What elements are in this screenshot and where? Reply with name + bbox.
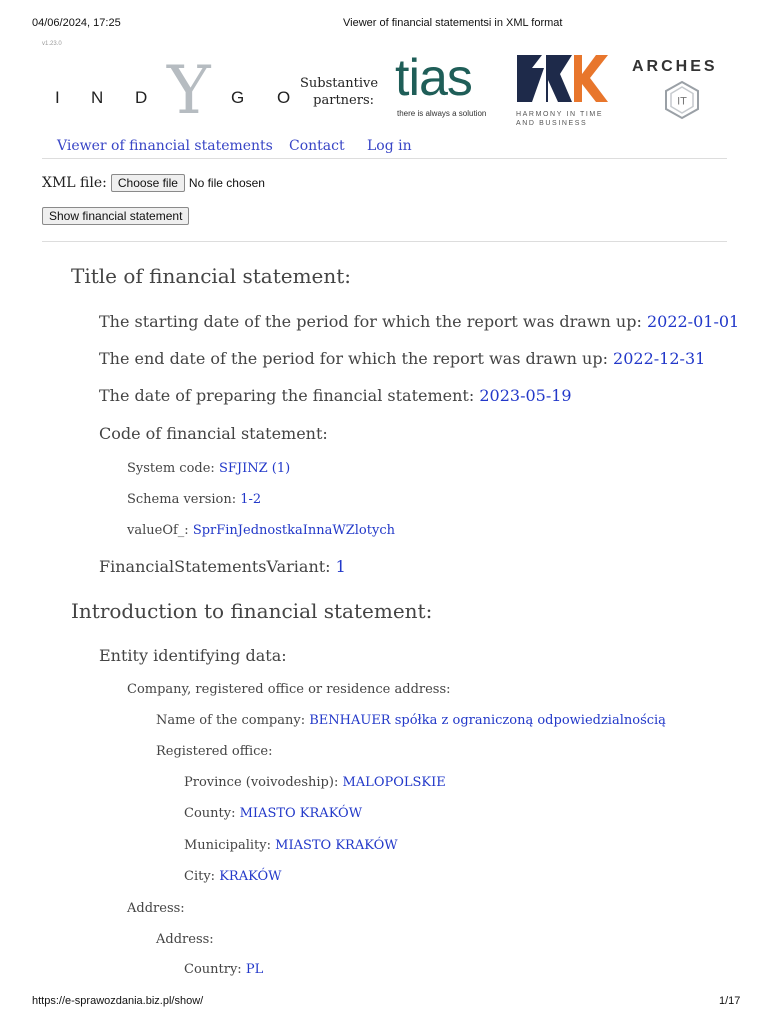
xml-file-label: XML file: xyxy=(42,175,107,191)
show-statement-button[interactable]: Show financial statement xyxy=(42,207,189,225)
county-row xyxy=(184,806,362,821)
start-date-value: 2022-01-01 xyxy=(646,312,740,331)
logo-letter: D xyxy=(135,88,149,107)
brk-tagline xyxy=(516,110,603,128)
system-code-row xyxy=(127,461,290,476)
country-row xyxy=(184,962,263,977)
prep-date-value: 2023-05-19 xyxy=(479,386,572,405)
schema-version-row xyxy=(127,492,261,507)
company-name-row xyxy=(156,713,666,728)
code-heading: Code of financial statement: xyxy=(99,424,328,443)
system-code-value: SFJINZ (1) xyxy=(218,461,291,476)
tias-logo[interactable] xyxy=(393,49,493,122)
province-label: Province (voivodeship): xyxy=(184,775,339,790)
tias-tagline: there is always a solution xyxy=(397,109,487,118)
start-date-label: The starting date of the period for which the report was drawn up: xyxy=(99,312,642,331)
city-row xyxy=(184,869,281,884)
nav-divider xyxy=(42,158,727,159)
title-section-heading: Title of financial statement: xyxy=(71,264,352,288)
nav-link-contact[interactable]: Contact xyxy=(289,138,345,154)
registered-office-heading: Registered office: xyxy=(156,744,273,759)
file-status-text: No file chosen xyxy=(188,176,265,190)
address-heading: Address: xyxy=(127,901,185,916)
city-label: City: xyxy=(184,869,216,884)
arches-wordmark: ARCHES xyxy=(632,58,718,75)
valueof-value: SprFinJednostkaInnaWZlotych xyxy=(192,523,395,538)
county-value: MIASTO KRAKÓW xyxy=(239,806,363,821)
print-page-title: Viewer of financial statementsi in XML format xyxy=(343,17,563,29)
company-heading: Company, registered office or residence address: xyxy=(127,682,451,697)
brk-mark-icon xyxy=(514,52,610,106)
province-row xyxy=(184,775,446,790)
choose-file-button[interactable]: Choose file xyxy=(111,174,185,192)
tias-wordmark: tias xyxy=(395,49,472,107)
logo-letter: G xyxy=(231,88,246,107)
nav-link-login[interactable]: Log in xyxy=(367,138,412,154)
valueof-label: valueOf_: xyxy=(127,523,189,538)
variant-value: 1 xyxy=(335,557,346,576)
start-date-row xyxy=(99,312,739,331)
entity-heading: Entity identifying data: xyxy=(99,646,287,665)
province-value: MALOPOLSKIE xyxy=(342,775,446,790)
xml-file-row xyxy=(42,174,265,192)
prep-date-label: The date of preparing the financial statement: xyxy=(99,386,475,405)
end-date-value: 2022-12-31 xyxy=(613,349,706,368)
hexagon-icon xyxy=(664,80,700,120)
indygo-logo[interactable] xyxy=(55,52,305,129)
schema-version-label: Schema version: xyxy=(127,492,237,507)
address-sub-heading: Address: xyxy=(156,932,214,947)
brk-tagline-line2: AND BUSINESS xyxy=(516,120,588,127)
system-code-label: System code: xyxy=(127,461,215,476)
content-divider xyxy=(42,241,727,242)
municipality-label: Municipality: xyxy=(184,838,271,853)
country-label: Country: xyxy=(184,962,242,977)
prep-date-row xyxy=(99,386,572,405)
logo-letter: I xyxy=(55,88,61,107)
city-value: KRAKÓW xyxy=(219,869,282,884)
variant-label: FinancialStatementsVariant: xyxy=(99,557,331,576)
brk-tagline-line1: HARMONY IN TIME xyxy=(516,111,604,118)
company-name-value: BENHAUER spółka z ograniczoną odpowiedzialnością xyxy=(309,713,666,728)
introduction-heading: Introduction to financial statement: xyxy=(71,599,433,623)
print-footer-url: https://e-sprawozdania.biz.pl/show/ xyxy=(32,995,204,1007)
schema-version-value: 1-2 xyxy=(240,492,262,507)
app-version: v1.23.0 xyxy=(42,41,62,47)
logo-letter: N xyxy=(91,88,105,107)
valueof-row xyxy=(127,523,395,538)
end-date-label: The end date of the period for which the report was drawn up: xyxy=(99,349,608,368)
print-page-number: 1/17 xyxy=(719,995,741,1007)
print-date: 04/06/2024, 17:25 xyxy=(32,17,121,29)
variant-row xyxy=(99,557,346,576)
logo-letter: O xyxy=(277,88,292,107)
arches-logo[interactable] xyxy=(632,58,732,122)
end-date-row xyxy=(99,349,705,368)
partners-label: Substantive partners: xyxy=(300,76,379,108)
municipality-value: MIASTO KRAKÓW xyxy=(275,838,398,853)
logo-letter-y: Y xyxy=(167,52,211,129)
nav-link-viewer[interactable]: Viewer of financial statements xyxy=(57,138,273,154)
county-label: County: xyxy=(184,806,236,821)
country-value: PL xyxy=(245,962,264,977)
arches-badge-text: IT xyxy=(677,95,687,108)
municipality-row xyxy=(184,838,398,853)
brk-logo[interactable] xyxy=(514,52,614,132)
company-name-label: Name of the company: xyxy=(156,713,306,728)
